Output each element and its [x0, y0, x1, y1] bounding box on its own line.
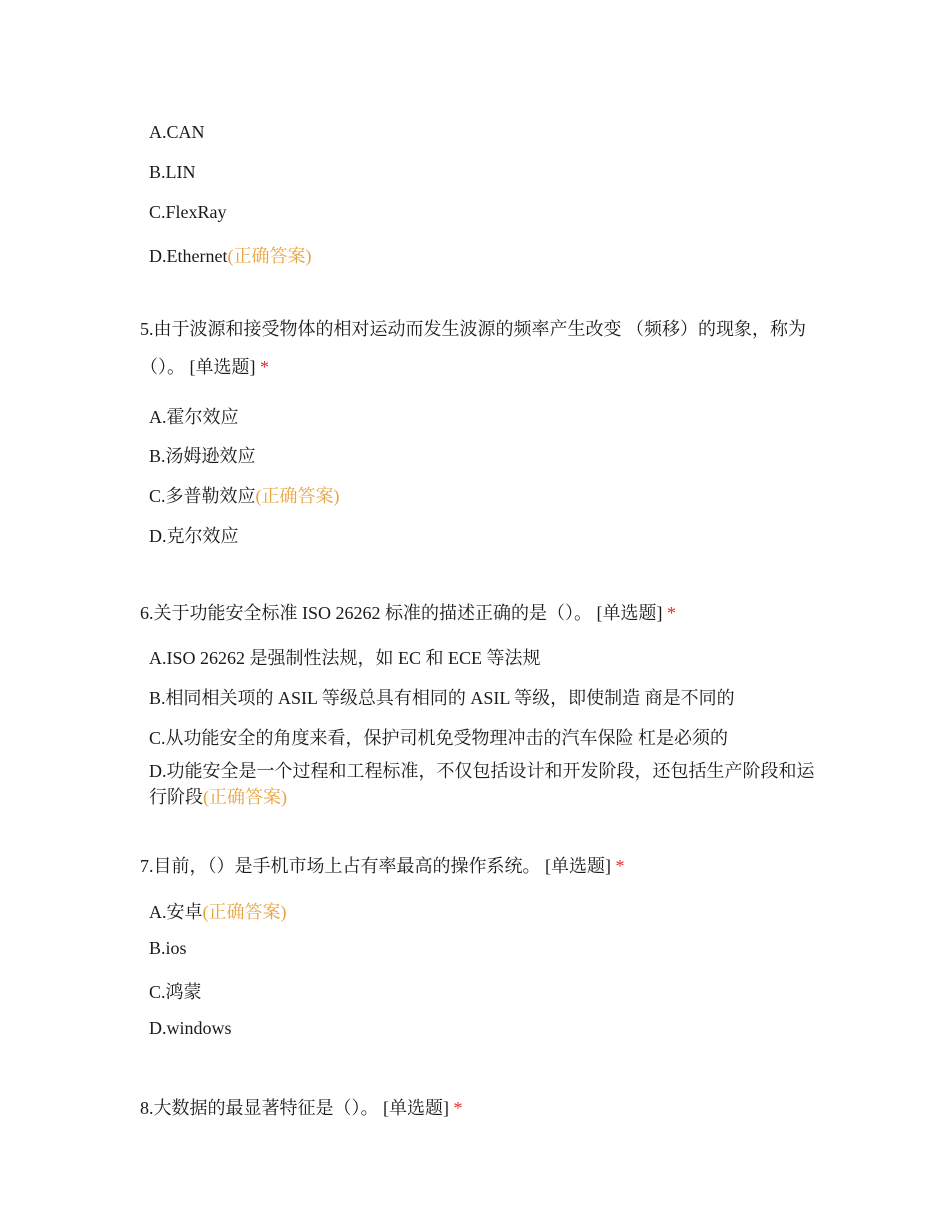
option-text: B.LIN: [149, 162, 196, 182]
option-text: C.多普勒效应: [149, 486, 256, 506]
option-text: C.从功能安全的角度来看，保护司机免受物理冲击的汽车保险 杠是必须的: [149, 728, 729, 748]
q5-option-c[interactable]: [149, 482, 340, 508]
q5-option-d[interactable]: [149, 522, 239, 548]
option-text: C.FlexRay: [149, 202, 227, 222]
option-text: A.霍尔效应: [149, 407, 239, 427]
option-text: D.功能安全是一个过程和工程标准，不仅包括设计和开发阶段，还包括生产阶段和运行阶段: [149, 761, 815, 807]
required-star: *: [453, 1098, 463, 1118]
question-text: 8.大数据的最显著特征是（）。 [单选题]: [140, 1098, 449, 1118]
required-star: *: [667, 603, 676, 623]
required-star: *: [260, 357, 269, 377]
option-text: B.ios: [149, 938, 187, 958]
correct-answer-tag: (正确答案): [227, 246, 312, 266]
q7-stem: [140, 852, 625, 878]
correct-answer-tag: (正确答案): [202, 902, 287, 922]
option-text: A.安卓: [149, 902, 203, 922]
q8-stem: [140, 1094, 463, 1120]
q7-option-c[interactable]: [149, 978, 202, 1004]
q5-option-a[interactable]: [149, 403, 239, 429]
q6-option-d[interactable]: [149, 758, 819, 810]
q7-option-a[interactable]: [149, 898, 287, 924]
q6-option-a[interactable]: [149, 644, 541, 670]
question-text: 7.目前，（）是手机市场上占有率最高的操作系统。 [单选题]: [140, 856, 611, 876]
q4-option-c[interactable]: [149, 202, 227, 223]
q6-option-c[interactable]: [149, 724, 728, 750]
option-text: B.汤姆逊效应: [149, 446, 256, 466]
correct-answer-tag: (正确答案): [203, 787, 287, 807]
question-text: 5.由于波源和接受物体的相对运动而发生波源的频率产生改变 （频移）的现象，称为（）。 [单选题]: [140, 319, 806, 377]
q5-option-b[interactable]: [149, 442, 256, 468]
q7-option-d[interactable]: [149, 1018, 232, 1039]
q6-option-b[interactable]: [149, 684, 735, 710]
option-text: D.windows: [149, 1018, 232, 1038]
q6-stem: [140, 599, 676, 625]
option-text: C.鸿蒙: [149, 982, 202, 1002]
option-text: A.CAN: [149, 122, 205, 142]
option-text: D.Ethernet: [149, 246, 228, 266]
q4-option-a[interactable]: [149, 122, 205, 143]
question-text: 6.关于功能安全标准 ISO 26262 标准的描述正确的是（）。 [单选题]: [140, 603, 663, 623]
q7-option-b[interactable]: [149, 938, 187, 959]
correct-answer-tag: (正确答案): [255, 486, 340, 506]
option-text: A.ISO 26262 是强制性法规，如 EC 和 ECE 等法规: [149, 648, 541, 668]
q4-option-d[interactable]: [149, 242, 311, 268]
required-star: *: [615, 856, 625, 876]
option-text: D.克尔效应: [149, 526, 239, 546]
option-text: B.相同相关项的 ASIL 等级总具有相同的 ASIL 等级，即使制造 商是不同的: [149, 688, 735, 708]
q4-option-b[interactable]: [149, 162, 196, 183]
q5-stem: [140, 310, 820, 386]
